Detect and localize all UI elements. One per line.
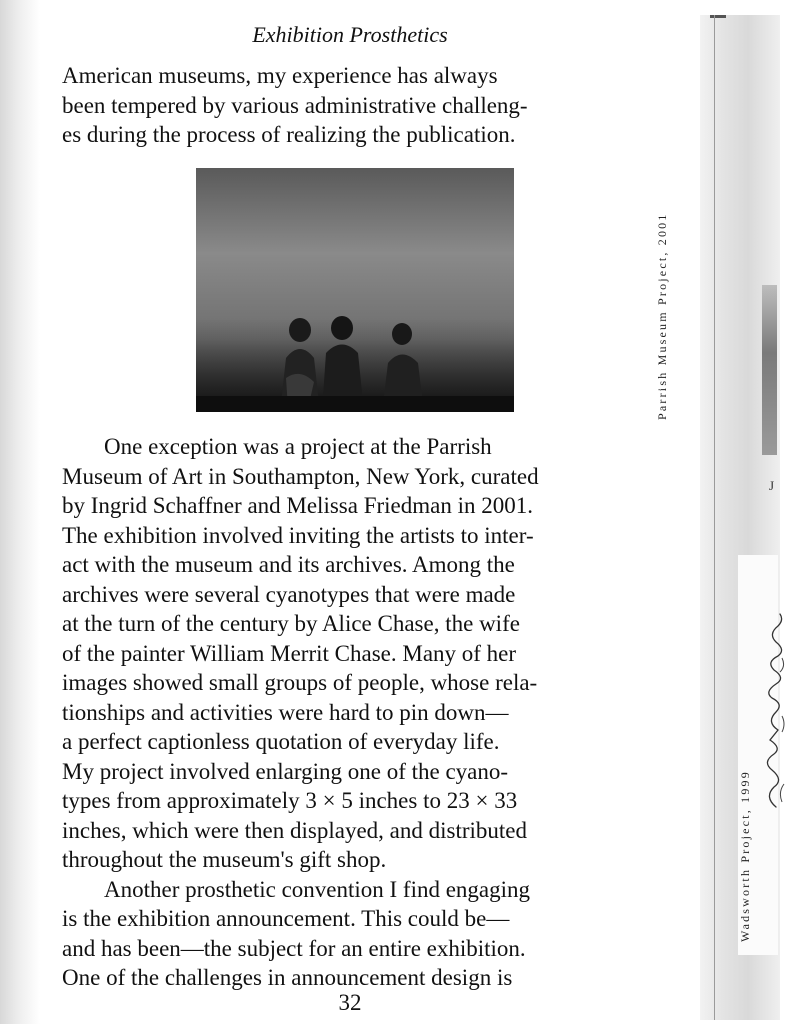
strip-rule — [710, 15, 726, 18]
cyanotype-photo — [196, 168, 514, 412]
strip-text-fragment: J — [769, 478, 775, 493]
caption-wadsworth-project: Wadsworth Project, 1999 — [738, 770, 752, 942]
text-line: by Ingrid Schaffner and Melissa Friedman in 2001. — [62, 493, 533, 518]
text-line: Museum of Art in Southampton, New York, curated — [62, 463, 539, 489]
cyanotype-image — [196, 168, 514, 412]
text-line: American museums, my experience has always — [62, 63, 498, 88]
text-line: a perfect captionless quotation of everyday life. — [62, 729, 500, 754]
text-line: One exception was a project at the Parrish — [104, 434, 492, 459]
main-paragraphs — [62, 432, 642, 993]
text-line: images showed small groups of people, whose rela- — [62, 670, 538, 695]
text-line: act with the museum and its archives. Among the — [62, 552, 515, 577]
text-line: types from approximately 3 × 5 inches to 23 × 33 — [62, 788, 518, 813]
caption-parrish-project: Parrish Museum Project, 2001 — [655, 212, 669, 420]
text-line: and has been—the subject for an entire exhibition. — [62, 935, 526, 961]
scan-shadow — [0, 0, 40, 1024]
text-line: My project involved enlarging one of the cyano- — [62, 758, 509, 784]
text-line: throughout the museum's gift shop. — [62, 847, 387, 872]
page-number: 32 — [338, 990, 362, 1015]
strip-edge — [714, 15, 715, 1020]
text-line: been tempered by various administrative challeng- — [62, 92, 528, 118]
text-line: The exhibition involved inviting the artists to inter- — [62, 522, 534, 548]
text-line: inches, which were then displayed, and distributed — [62, 817, 527, 843]
text-line: of the painter William Merrit Chase. Many of her — [62, 640, 517, 666]
text-line: archives were several cyanotypes that were made — [62, 581, 516, 607]
strip-dark-band — [762, 285, 777, 455]
running-head: Exhibition Prosthetics — [252, 22, 448, 47]
text-line: One of the challenges in announcement design is — [62, 965, 513, 990]
text-line: is the exhibition announcement. This could be— — [62, 906, 510, 931]
intro-paragraph — [62, 61, 642, 150]
text-line: Another prosthetic convention I find engaging — [104, 876, 531, 902]
text-line: tionships and activities were hard to pin down— — [62, 699, 509, 725]
handwritten-signature — [756, 612, 792, 812]
text-line: at the turn of the century by Alice Chase, the wife — [62, 611, 520, 636]
text-line: es during the process of realizing the publication. — [62, 122, 516, 147]
